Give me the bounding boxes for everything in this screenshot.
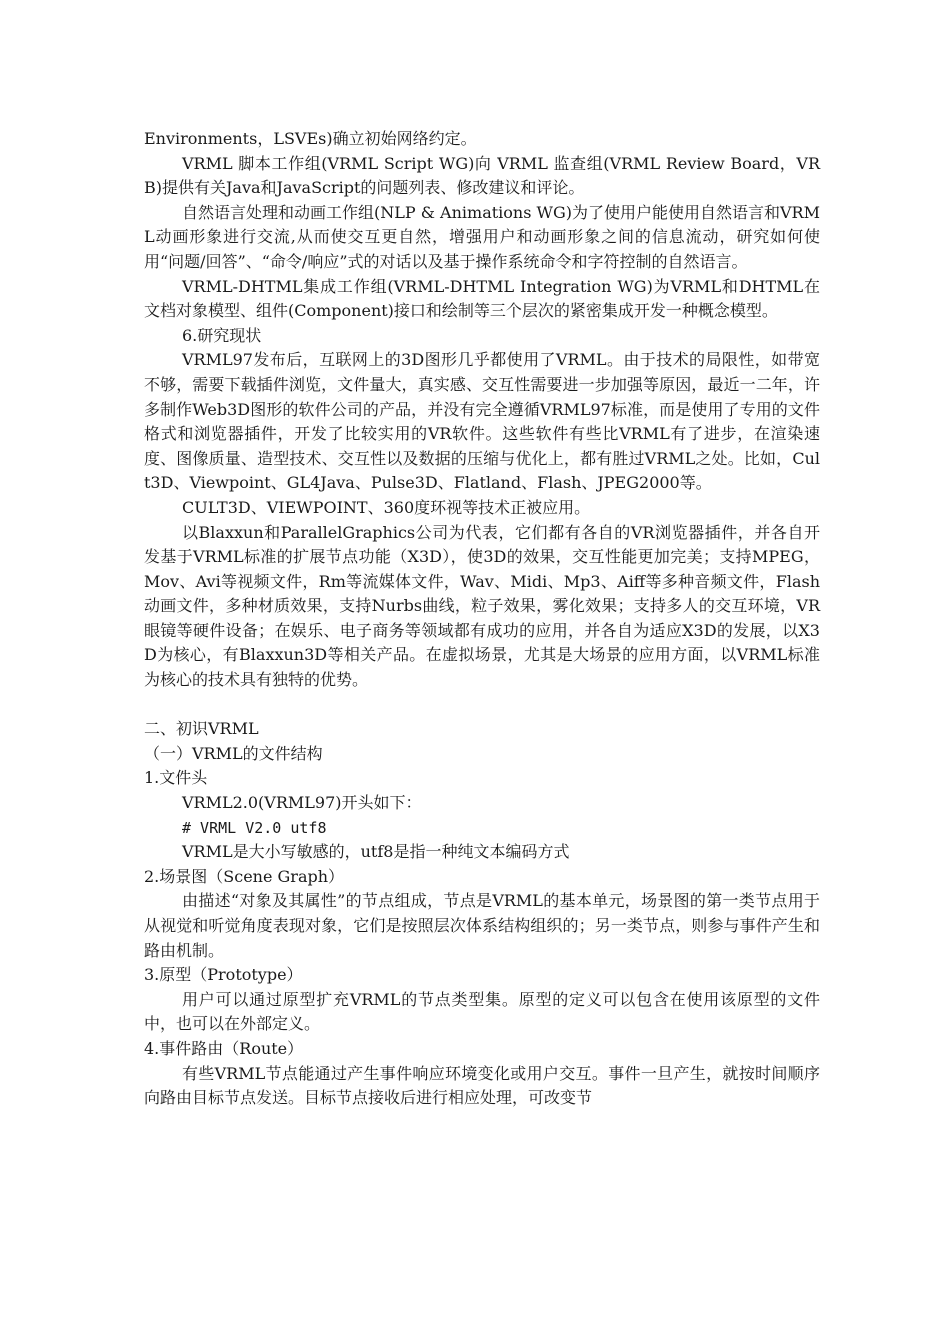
paragraph-blaxxun: 以Blaxxun和ParallelGraphics公司为代表，它们都有各自的VR浏览器插件，并各自开发基于VRML标准的扩展节点功能（X3D），使3D的效果，交互性能更加完美；支持MPEG，Mov、Avi等视频文件，Rm等流媒体文件，Wav、Midi、Mp3、Aiff等多种音频文件，Flash动画文件，多种材质效果，支持Nurbs曲线，粒子效果，雾化效果；支持多人的交互环境，VR眼镜等硬件设备；在娱乐、电子商务等领域都有成功的应用，并各自为适应X3D的发展，以X3D为核心，有Blaxxun3D等相关产品。在虚拟场景，尤其是大场景的应用方面，以VRML标准为核心的技术具有独特的优势。 [144, 522, 820, 690]
paragraph-script-wg: VRML 脚本工作组(VRML Script WG)向 VRML 监查组(VRML Review Board，VRB)提供有关Java和JavaScript的问题列表、修改建议和评论。 [144, 153, 820, 198]
item-route-title: 4.事件路由（Route） [144, 1038, 304, 1058]
item-prototype-text: 用户可以通过原型扩充VRML的节点类型集。原型的定义可以包含在使用该原型的文件中，也可以在外部定义。 [144, 989, 820, 1034]
item-file-header-title: 1.文件头 [144, 768, 208, 788]
item-scene-graph-title: 2.场景图（Scene Graph） [144, 866, 345, 886]
item-prototype-title: 3.原型（Prototype） [144, 965, 303, 985]
section-heading: 二、初识VRML [144, 719, 259, 739]
heading-research-status: 6.研究现状 [182, 325, 262, 345]
paragraph-dhtml-wg: VRML-DHTML集成工作组(VRML-DHTML Integration WG)为VRML和DHTML在文档对象模型、组件(Component)接口和绘制等三个层次的紧密集成开发一种概念模型。 [144, 276, 820, 321]
paragraph-nlp-wg: 自然语言处理和动画工作组(NLP & Animations WG)为了使用户能使用自然语言和VRML动画形象进行交流,从而使交互更自然，增强用户和动画形象之间的信息流动，研究如何使用“问题/回答”、“命令/响应”式的对话以及基于操作系统命令和字符控制的自然语言。 [144, 202, 820, 271]
item-file-header-line: VRML2.0(VRML97)开头如下： [182, 793, 422, 813]
paragraph-cult3d: CULT3D、VIEWPOINT、360度环视等技术正被应用。 [182, 497, 591, 517]
item-route-text: 有些VRML节点能通过产生事件响应环境变化或用户交互。事件一旦产生，就按时间顺序向路由目标节点发送。目标节点接收后进行相应处理，可改变节 [144, 1063, 820, 1108]
item-scene-graph-text: 由描述“对象及其属性”的节点组成，节点是VRML的基本单元，场景图的第一类节点用于从视觉和听觉角度表现对象，它们是按照层次体系结构组织的；另一类节点，则参与事件产生和路由机制。 [144, 891, 820, 960]
document-body [144, 127, 820, 1111]
paragraph-lsves: Environments，LSVEs)确立初始网络约定。 [144, 129, 477, 148]
section-subheading: （一）VRML的文件结构 [144, 743, 323, 763]
item-file-header-note: VRML是大小写敏感的，utf8是指一种纯文本编码方式 [182, 842, 570, 862]
blank-line [144, 693, 820, 718]
paragraph-vrml97-status: VRML97发布后，互联网上的3D图形几乎都使用了VRML。由于技术的局限性，如带宽不够，需要下载插件浏览，文件量大，真实感、交互性需要进一步加强等原因，最近一二年，许多制作Web3D图形的软件公司的产品，并没有完全遵循VRML97标准，而是使用了专用的文件格式和浏览器插件，开发了比较实用的VR软件。这些软件有些比VRML有了进步，在渲染速度、图像质量、造型技术、交互性以及数据的压缩与优化上，都有胜过VRML之处。比如，Cult3D、Viewpoint、GL4Java、Pulse3D、Flatland、Flash、JPEG2000等。 [144, 350, 820, 493]
code-line: # VRML V2.0 utf8 [182, 818, 327, 837]
